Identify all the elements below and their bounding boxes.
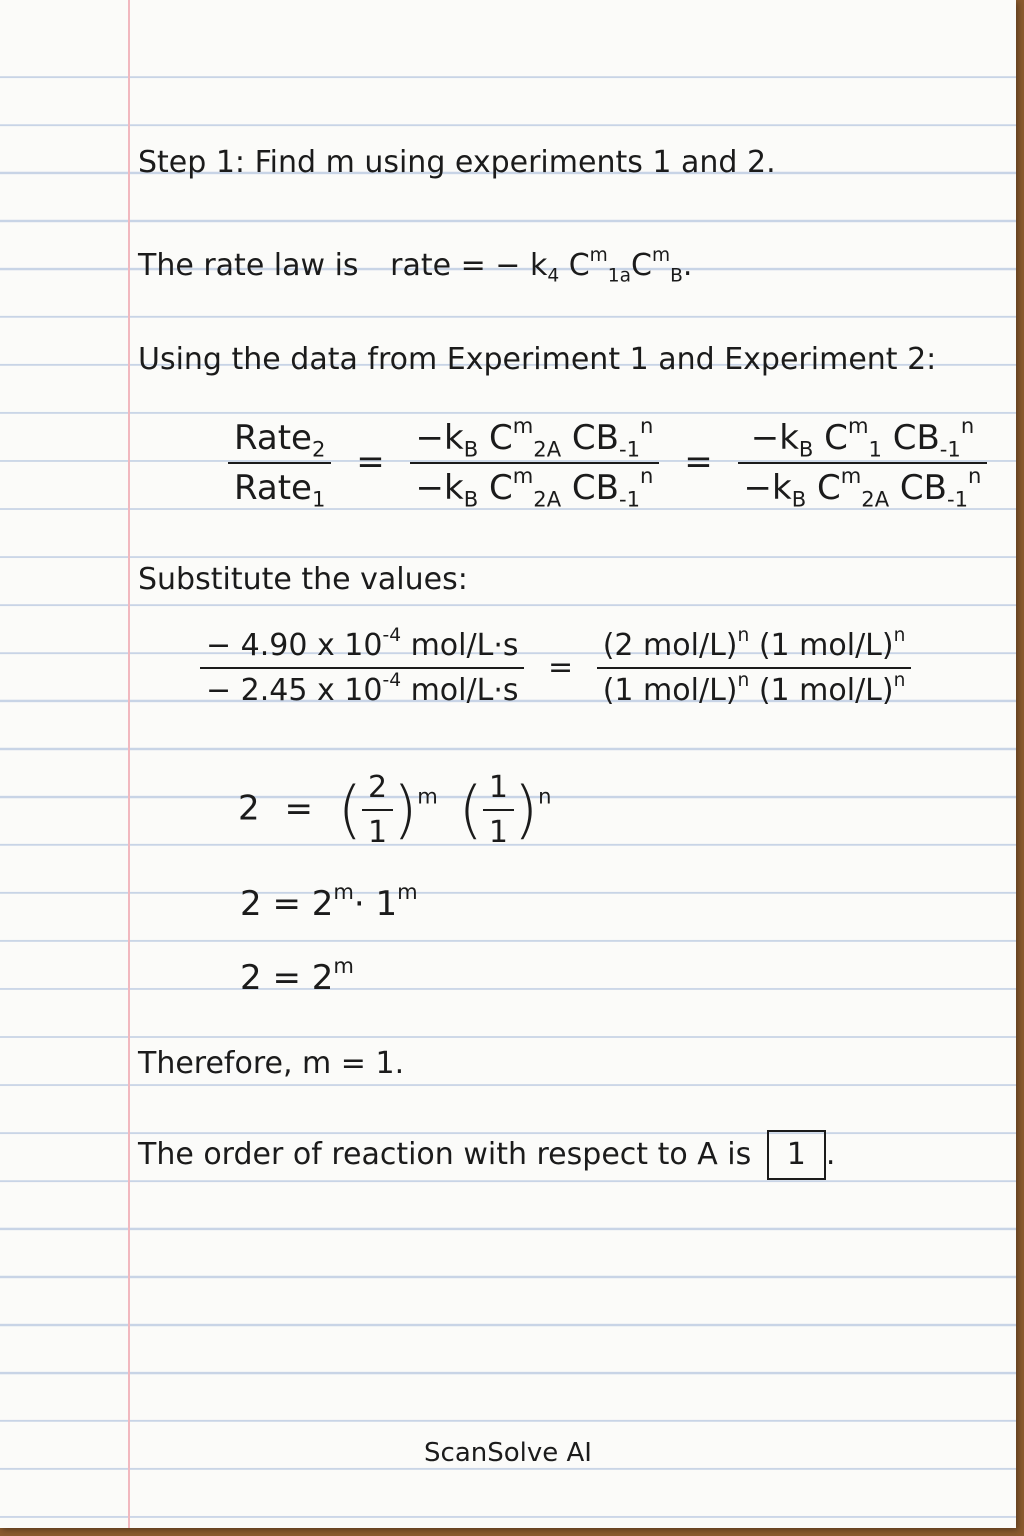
rate-law-intro: The rate law is: [138, 248, 359, 283]
simplify-line-3: $2 = 2^m$: [240, 953, 354, 998]
margin-line: [128, 0, 130, 1528]
rate-ratio-expression: $\frac{Rate_2}{Rate_1}$ = $\frac{-k_B C^m_{2A} CB_{-1}^n}{-k_B C^m_{2A} CB_{-1}^n}$ = $\frac{-k_B C^m_1 CB_{-1}^n}{-k_B C^m_{2A} CB_{-1}^n}$: [228, 418, 987, 508]
footer-brand: ScanSolve AI: [424, 1438, 592, 1468]
substitution-expression: $\frac{- 4.90 x 10^{-4} mol/L\cdot s}{- 2.45 x 10^{-4} mol/L\cdot s}$ = $\frac{(2 mol/L)^n (1 mol/L)^n}{(1 mol/L)^n (1 mol/L)^n}$: [200, 628, 911, 708]
using-data-line: Using the data from Experiment 1 and Experiment 2:: [138, 342, 937, 377]
rate-ratio: $\frac{Rate_2}{Rate_1}$: [228, 418, 331, 508]
simplify-line-2: $2 = 2^m\cdot 1^m$: [240, 879, 418, 924]
concentration-ratio-2: $\frac{-k_B C^m_1 CB_{-1}^n}{-k_B C^m_{2A} CB_{-1}^n}$: [738, 418, 988, 508]
conclusion-line: [138, 1130, 835, 1180]
rate-values-fraction: $\frac{- 4.90 x 10^{-4} mol/L\cdot s}{- 2.45 x 10^{-4} mol/L\cdot s}$: [200, 628, 524, 708]
step-title: Step 1: Find m using experiments 1 and 2.: [138, 145, 776, 180]
rate-law-equation: = − $k_4$ $C^m_{1a}C^m_B$.: [460, 245, 693, 287]
conclusion-period: .: [825, 1137, 836, 1172]
conclusion-text: The order of reaction with respect to A is: [138, 1137, 752, 1172]
rate-word: rate: [390, 248, 452, 283]
rate-law-line: [138, 245, 693, 287]
answer-box: 1: [767, 1130, 826, 1180]
concentration-values-fraction: $\frac{(2 mol/L)^n (1 mol/L)^n}{(1 mol/L)^n (1 mol/L)^n}$: [597, 628, 912, 708]
substitute-line: Substitute the values:: [138, 562, 468, 597]
concentration-ratio-1: $\frac{-k_B C^m_{2A} CB_{-1}^n}{-k_B C^m_{2A} CB_{-1}^n}$: [410, 418, 660, 508]
therefore-line: Therefore, m = 1.: [138, 1046, 405, 1081]
simplify-line-1: 2 = ( $\frac{2}{1}$ )$^m$ ( $\frac{1}{1}$ )$^n$: [238, 770, 552, 850]
